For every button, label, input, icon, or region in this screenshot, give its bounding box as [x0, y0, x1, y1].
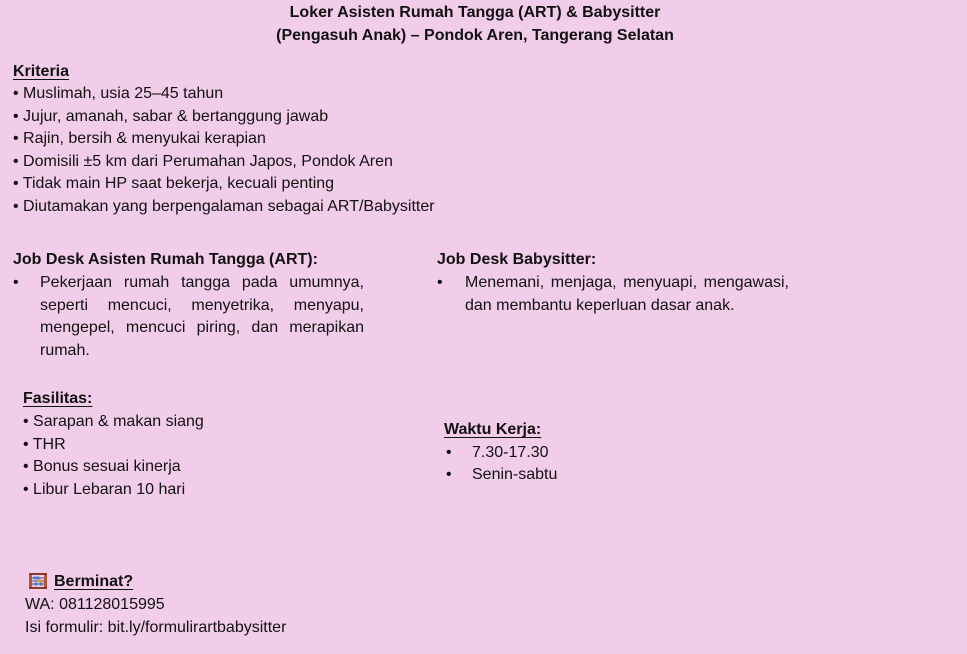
list-item: • Tidak main HP saat bekerja, kecuali penting: [13, 175, 335, 192]
jobdesk-babysitter-text: Menemani, menjaga, menyuapi, mengawasi, dan membantu keperluan dasar anak.: [465, 274, 789, 314]
kriteria-list: [13, 83, 435, 218]
list-item: • Rajin, bersih & menyukai kerapian: [13, 130, 266, 147]
list-item: • Muslimah, usia 25–45 tahun: [13, 85, 224, 102]
list-item: • THR: [23, 435, 66, 453]
waktu-kerja-heading: Waktu Kerja:: [444, 421, 542, 438]
jobdesk-babysitter-heading: Job Desk Babysitter:: [437, 251, 597, 268]
jobdesk-art-heading: Job Desk Asisten Rumah Tangga (ART):: [13, 251, 318, 268]
fasilitas-heading: Fasilitas:: [23, 390, 93, 407]
fasilitas-list: [23, 411, 204, 501]
kriteria-heading: Kriteria: [13, 63, 70, 80]
list-item: • Diutamakan yang berpengalaman sebagai ART/Babysitter: [13, 197, 435, 215]
whatsapp-number: WA: 081128015995: [25, 596, 165, 613]
bullet: •: [446, 444, 452, 461]
list-item: Senin-sabtu: [472, 466, 558, 483]
form-link[interactable]: Isi formulir: bit.ly/formulirartbabysitter: [25, 619, 287, 636]
list-item: • Bonus sesuai kinerja: [23, 458, 181, 475]
bullet: •: [13, 274, 19, 291]
list-item: • Sarapan & makan siang: [23, 413, 204, 430]
bullet: •: [446, 466, 452, 483]
jobdesk-art-text: Pekerjaan rumah tangga pada umumnya, seperti mencuci, menyetrika, menyapu, mengepel, mencuci piring, dan merapikan rumah.: [40, 274, 364, 359]
page-title: Loker Asisten Rumah Tangga (ART) & Babysitter (Pengasuh Anak) – Pondok Aren, Tangerang Selatan: [276, 4, 674, 44]
abacus-icon: [28, 571, 48, 591]
list-item: • Jujur, amanah, sabar & bertanggung jawab: [13, 107, 329, 125]
bullet: •: [437, 274, 443, 291]
berminat-heading: Berminat?: [54, 573, 134, 590]
list-item: 7.30-17.30: [472, 444, 549, 461]
list-item: • Libur Lebaran 10 hari: [23, 480, 186, 498]
list-item: • Domisili ±5 km dari Perumahan Japos, Pondok Aren: [13, 152, 393, 170]
